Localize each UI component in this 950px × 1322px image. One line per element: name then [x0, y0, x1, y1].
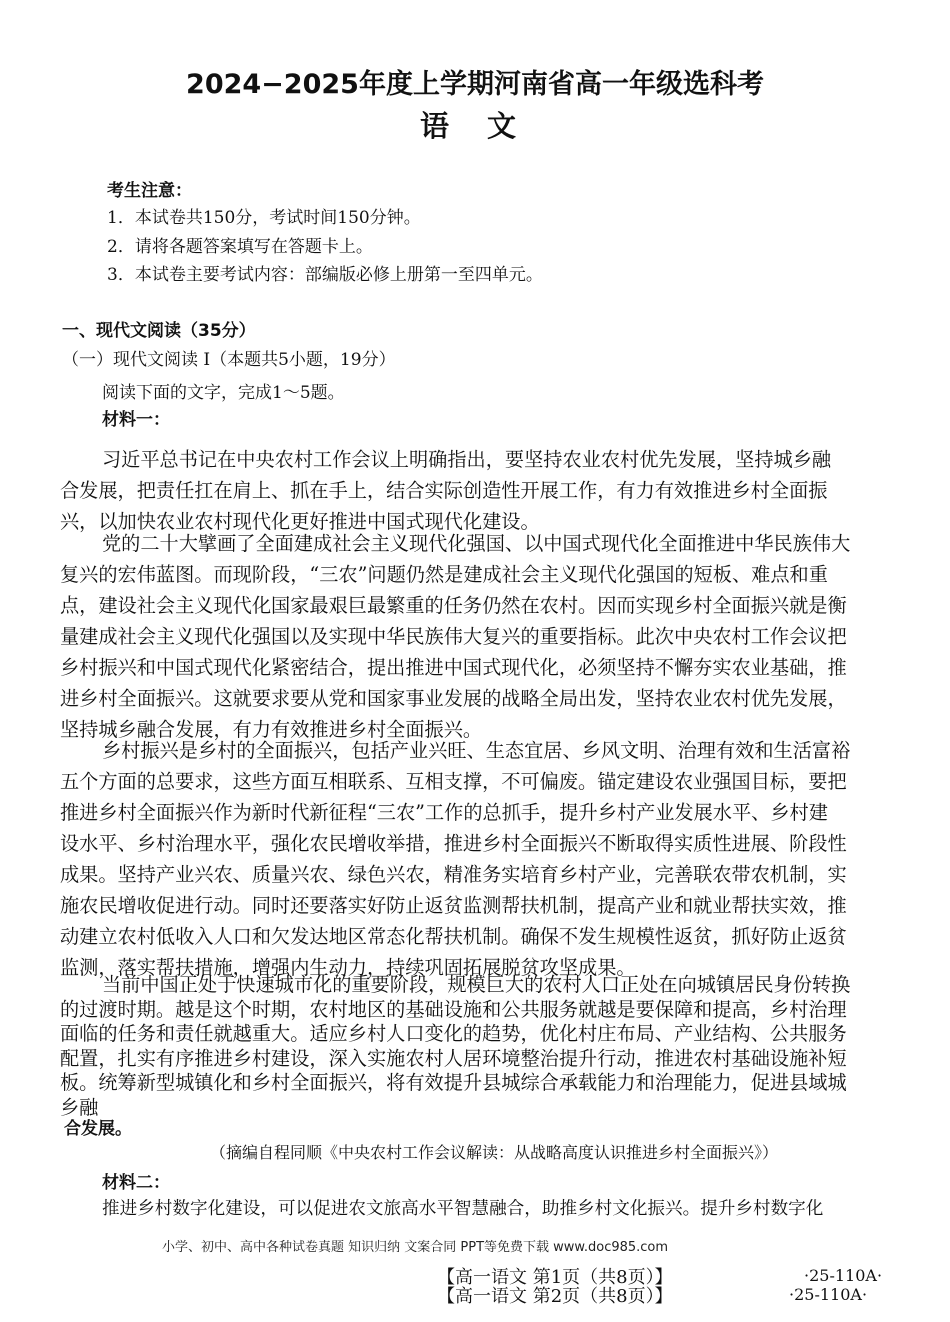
paragraph-line: 的过渡时期。越是这个时期，农村地区的基础设施和公共服务就越是要保障和提高，乡村治理 [60, 997, 847, 1021]
subject-title: 语 文 [419, 109, 531, 143]
notice-item-1: 1．本试卷共150分，考试时间150分钟。 [107, 208, 421, 228]
paragraph-line: 监测，落实帮扶措施，增强内生动力，持续巩固拓展脱贫攻坚成果。 [60, 956, 636, 979]
notice-item-3: 3．本试卷主要考试内容：部编版必修上册第一至四单元。 [107, 265, 543, 285]
sub-section-heading: （一）现代文阅读 I（本题共5小题，19分） [62, 350, 396, 370]
paragraph-line: 成果。坚持产业兴农、质量兴农、绿色兴农，精准务实培育乡村产业，完善联农带农机制，实 [60, 863, 847, 886]
paragraph-4 [60, 973, 890, 1120]
paragraph-line: 党的二十大擘画了全面建成社会主义现代化强国、以中国式现代化全面推进中华民族伟大 [102, 532, 851, 555]
paragraph-3 [60, 735, 890, 983]
exam-code-1: ·25-110A· [804, 1266, 883, 1285]
paragraph-4-tail: 合发展。 [64, 1119, 132, 1139]
paragraph-2 [60, 528, 890, 745]
paragraph-5: 推进乡村数字化建设，可以促进农文旅高水平智慧融合，助推乡村文化振兴。提升乡村数字化 [102, 1199, 824, 1219]
page-number-2: 【高一语文 第2页（共8页）】 [437, 1286, 673, 1307]
material-1-label: 材料一： [102, 410, 170, 430]
source-citation: （摘编自程同顺《中央农村工作会议解读：从战略高度认识推进乡村全面振兴》） [210, 1143, 779, 1162]
exam-code-2: ·25-110A· [789, 1285, 868, 1304]
instruction-text: 阅读下面的文字，完成1～5题。 [102, 383, 345, 403]
paragraph-line: 进乡村全面振兴。这就要求要从党和国家事业发展的战略全局出发，坚持农业农村优先发展， [60, 687, 847, 710]
paragraph-line: 板。统筹新型城镇化和乡村全面振兴，将有效提升县城综合承载能力和治理能力，促进县域城 [60, 1071, 847, 1094]
paragraph-line: 当前中国正处于快速城市化的重要阶段，规模巨大的农村人口正处在向城镇居民身份转换 [102, 973, 851, 996]
paragraph-line: 设水平、乡村治理水平，强化农民增收举措，推进乡村全面振兴不断取得实质性进展、阶段性 [60, 832, 847, 855]
paragraph-line: 量建成社会主义现代化强国以及实现中华民族伟大复兴的重要指标。此次中央农村工作会议把 [60, 625, 847, 648]
material-2-label: 材料二： [102, 1173, 170, 1193]
paragraph-line: 动建立农村低收入人口和欠发达地区常态化帮扶机制。确保不发生规模性返贫，抓好防止返贫 [60, 925, 847, 948]
page-number-1: 【高一语文 第1页（共8页）】 [437, 1267, 673, 1288]
notice-heading: 考生注意： [107, 181, 192, 201]
section-heading: 一、现代文阅读（35分） [62, 321, 256, 341]
paragraph-line: 乡村振兴和中国式现代化紧密结合，提出推进中国式现代化，必须坚持不懈夯实农业基础，推 [60, 656, 847, 679]
paragraph-line: 推进乡村全面振兴作为新时代新征程“三农”工作的总抓手，提升乡村产业发展水平、乡村建 [60, 801, 828, 824]
paragraph-line: 面临的任务和责任就越重大。适应乡村人口变化的趋势，优化村庄布局、产业结构、公共服务 [60, 1022, 847, 1045]
paragraph-line: 乡融 [60, 1095, 99, 1119]
notice-item-2: 2．请将各题答案填写在答题卡上。 [107, 237, 373, 257]
paragraph-line: 坚持城乡融合发展，有力有效推进乡村全面振兴。 [60, 718, 483, 741]
paragraph-line: 复兴的宏伟蓝图。而现阶段，“三农”问题仍然是建成社会主义现代化强国的短板、难点和重 [60, 563, 828, 586]
paragraph-line: 兴，以加快农业农村现代化更好推进中国式现代化建设。 [60, 510, 540, 533]
paragraph-line: 乡村振兴是乡村的全面振兴，包括产业兴旺、生态宜居、乡风文明、治理有效和生活富裕 [102, 739, 851, 762]
footer-ad: 小学、初中、高中各种试卷真题 知识归纳 文案合同 PPT等免费下载 www.doc985.com [162, 1240, 669, 1255]
paragraph-line: 施农民增收促进行动。同时还要落实好防止返贫监测帮扶机制，提高产业和就业帮扶实效，推 [60, 894, 847, 917]
paragraph-line: 习近平总书记在中央农村工作会议上明确指出，要坚持农业农村优先发展，坚持城乡融 [102, 448, 832, 471]
paragraph-line: 配置，扎实有序推进乡村建设，深入实施农村人居环境整治提升行动，推进农村基础设施补短 [60, 1046, 847, 1070]
paragraph-line: 五个方面的总要求，这些方面互相联系、互相支撑，不可偏废。锚定建设农业强国目标，要把 [60, 770, 847, 793]
paragraph-line: 点，建设社会主义现代化国家最艰巨最繁重的任务仍然在农村。因而实现乡村全面振兴就是衡 [60, 594, 847, 617]
exam-title: 2024−2025年度上学期河南省高一年级选科考 [186, 69, 764, 100]
paragraph-1 [60, 444, 890, 537]
paragraph-line: 合发展，把责任扛在肩上、抓在手上，结合实际创造性开展工作，有力有效推进乡村全面振 [60, 479, 828, 502]
